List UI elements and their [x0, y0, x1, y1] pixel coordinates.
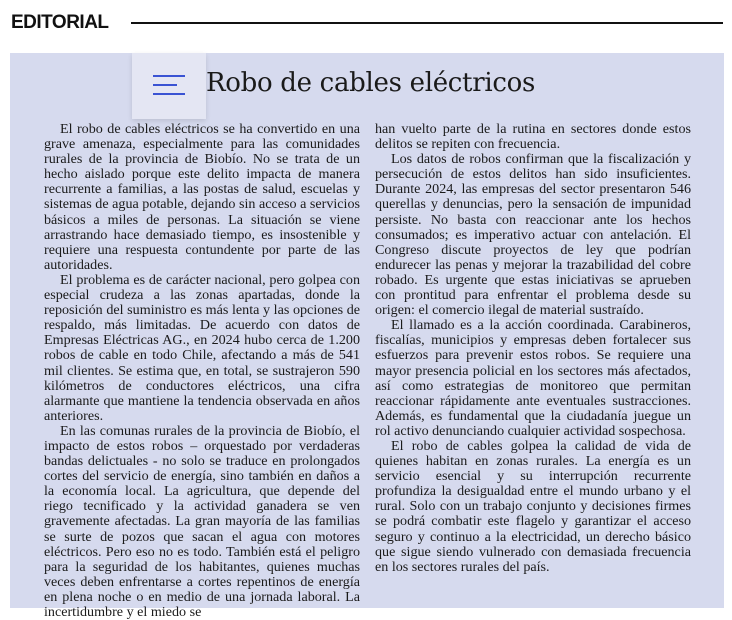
article-title: Robo de cables eléctricos	[206, 68, 536, 98]
paragraph: En las comunas rurales de la provincia de Biobío, el impacto de estos robos – orquestado por verdaderas bandas delictuales - no solo se traduce en prolongados cortes del servicio de energía, sino también en daños a la economía local. La agricultura, que depende del riego tecnificado y la actividad ganadera se ven gravemente afectadas. La gran mayoría de las familias se surte de pozos que sacan el agua con motores eléctricos. Pero eso no es todo. También está el peligro para la seguridad de los habitantes, quienes muchas veces deben enfrentarse a cortes repentinos de energía en plena noche o en medio de una jornada laboral. La incertidumbre y el miedo se	[44, 422, 360, 620]
left-column	[44, 122, 360, 620]
section-rule	[131, 22, 723, 24]
paragraph-continuation: han vuelto parte de la rutina en sectores donde estos delitos se repiten con frecuencia.	[375, 121, 691, 153]
paragraph: El robo de cables eléctricos se ha convertido en una grave amenaza, especialmente para las comunidades rurales de la provincia de Biobío. No se trata de un hecho aislado porque este delito impacta de manera recurrente a familias, a las postas de salud, escuelas y sistemas de agua potable, dejando sin acceso a servicios básicos a miles de personas. La situación se viene arrastrando hace demasiado tiempo, es insostenible y requiere una respuesta contundente por parte de las autoridades.	[44, 121, 360, 273]
menu-line	[153, 84, 177, 86]
paragraph: El llamado es a la acción coordinada. Carabineros, fiscalías, municipios y empresas deben fortalecer sus esfuerzos para prevenir estos robos. Se requiere una mayor presencia policial en los sectores más afectados, así como estrategias de monitoreo que permitan reaccionar rápidamente ante eventuales sustracciones. Además, es fundamental que la ciudadanía juegue un rol activo denunciando cualquier actividad sospechosa.	[375, 317, 691, 439]
paragraph: El problema es de carácter nacional, pero golpea con especial crudeza a las zonas apartadas, donde la reposición del suministro es más lenta y las opciones de respaldo, más limitadas. De acuerdo con datos de Empresas Eléctricas AG., en 2024 hubo cerca de 1.200 robos de cable en todo Chile, afectando a más de 541 mil clientes. Se estima que, en total, se sustrajeron 590 kilómetros de conductores eléctricos, una cifra alarmante que mantiene la tendencia observada en años anteriores.	[44, 271, 360, 424]
paragraph: El robo de cables golpea la calidad de vida de quienes habitan en zonas rurales. La energía es un servicio esencial y su interrupción recurrente profundiza la desigualdad entre el mundo urbano y el rural. Solo con un trabajo conjunto y decisiones firmes se podrá combatir este flagelo y garantizar el acceso seguro y continuo a la electricidad, un derecho básico que sigue siendo vulnerado con demasiada frecuencia en los sectores rurales del país.	[375, 437, 691, 575]
section-label: EDITORIAL	[11, 12, 109, 33]
menu-lines-icon[interactable]	[132, 53, 206, 119]
menu-line	[153, 75, 185, 77]
paragraph: Los datos de robos confirman que la fiscalización y persecución de estos delitos han sido insuficientes. Durante 2024, las empresas del sector presentaron 546 querellas y denuncias, pero la sensación de impunidad persiste. No basta con reaccionar ante los hechos consumados; es imperativo actuar con antelación. El Congreso discute proyectos de ley que podrían endurecer las penas y mejorar la trazabilidad del cobre robado. Es urgente que estas iniciativas se aprueben con prontitud para enfrentar el problema desde su origen: el comercio ilegal de material sustraído.	[375, 151, 691, 319]
menu-line	[153, 93, 185, 95]
right-column	[375, 122, 691, 575]
article-box	[10, 53, 724, 620]
section-header	[11, 10, 723, 36]
